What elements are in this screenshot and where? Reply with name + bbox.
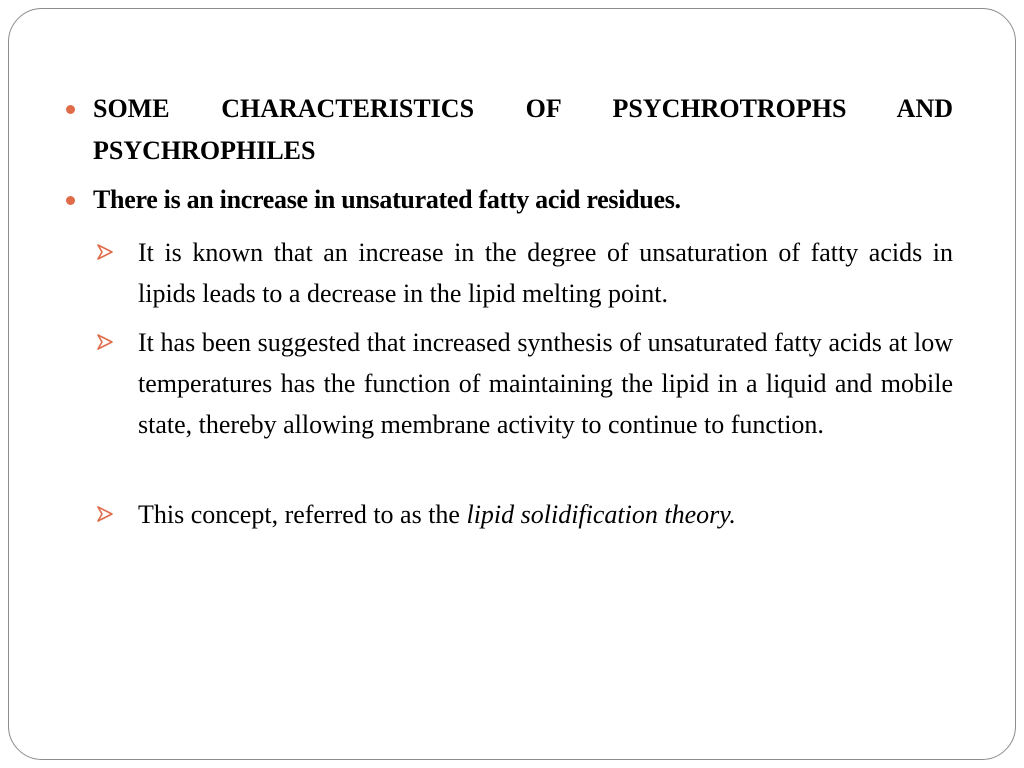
sub-bullet-lipid-solidification-theory [138, 494, 953, 535]
sub-bullet-low-temperature-synthesis: It has been suggested that increased synthesis of unsaturated fatty acids at low temperatures has the function of maintaining the lipid in a liquid and mobile state, thereby allowing membrane activity to continue to function. [138, 328, 953, 439]
bullet-unsaturated-fatty-acids: There is an increase in unsaturated fatty acid residues. [93, 185, 681, 214]
concept-text: This concept, referred to as the [138, 500, 467, 529]
theory-name-italic: lipid solidification theory. [466, 500, 736, 529]
sub-bullet-melting-point: It is known that an increase in the degree of unsaturation of fatty acids in lipids leads to a decrease in the lipid melting point. [138, 238, 953, 308]
bullet-heading: SOME CHARACTERISTICS OF PSYCHROTROPHS AND PSYCHROPHILES [93, 94, 953, 165]
arrow-bullet-icon [95, 242, 115, 262]
bullet-dot-icon [66, 196, 75, 205]
arrow-bullet-icon [95, 332, 115, 352]
bullet-dot-icon [66, 105, 75, 114]
arrow-bullet-icon [95, 504, 115, 524]
